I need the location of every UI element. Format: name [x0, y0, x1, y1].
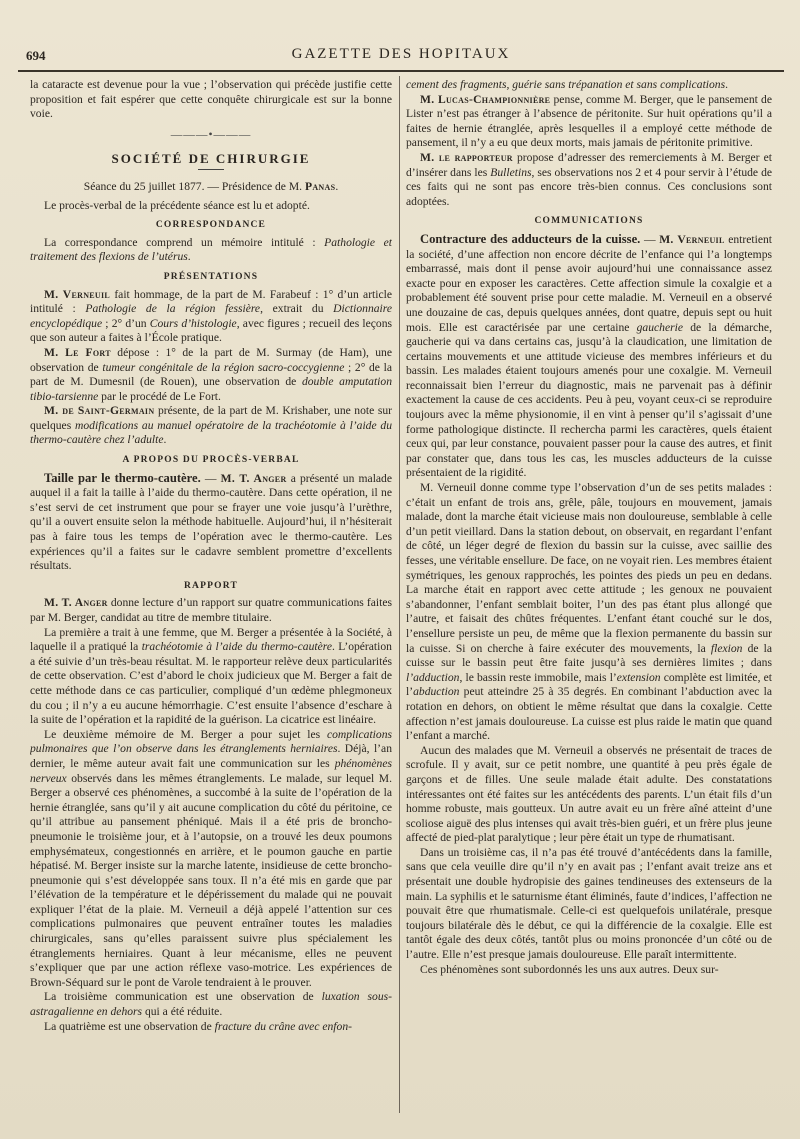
title-rule: [198, 169, 224, 170]
text: , avec figures ; recueil des leçons que son auteur a faites à l’École pratique.: [30, 316, 392, 345]
text: propose d’adresser des remerciements à M. Berger et d’insérer dans les: [406, 150, 772, 179]
intro-paragraph: la cataracte est devenue pour la vue ; l’observation qui précède justifie cette proposition et fait espérer que cette conquête chirurgicale est sur la bonne voie.: [30, 78, 392, 121]
text: .: [725, 78, 729, 91]
text: fait hommage, de la part de M. Farabeuf : 1° d’un article intitulé :: [30, 287, 392, 316]
emphasis: phénomènes nerveux: [30, 756, 392, 785]
text: qui a été réduite.: [142, 1005, 223, 1019]
text: . Déjà, l’an dernier, le même auteur avait fait une communication sur les: [30, 742, 392, 770]
presentation-saint-germain: [30, 404, 392, 448]
observation-paragraph: [406, 481, 772, 744]
heading-a-propos: A PROPOS DU PROCÈS-VERBAL: [122, 455, 300, 466]
rapporteur-paragraph: [406, 151, 772, 209]
heading-communications: COMMUNICATIONS: [534, 216, 644, 227]
presentation-le-fort: [30, 346, 392, 404]
rapport-intro: [30, 596, 392, 625]
page-number: 694: [26, 48, 46, 63]
text: .: [187, 250, 191, 264]
emphasis: trachéotomie à l’aide du thermo-cautère: [141, 640, 332, 654]
text: La première a trait à une femme, que M. Berger a présentée à la Société, à laquelle il a pratiqué la: [30, 625, 392, 654]
heading-presentations: PRÉSENTATIONS: [163, 271, 259, 282]
text: observés dans les mêmes étranglements. Le malade, sur lequel M. Berger a observé ces phénomènes, a succombé à la suite de l’opération de la hernie étranglée, sans qu’il y ait aucune complication du côté du péritoine, ce qu’il attribue au pansement phéniqué. Mais il a été pris de broncho-pneumonie le troisième jour, et à l’autopsie, on a trouvé les deux poumons emphysémateux, congestionnés en arrière, et le poumon gauche en partie hépatisé. M. Berger insiste sur la marche latente, insidieuse de cette broncho-pneumonie qui s’est développée sans toux. Il n’a été mis en garde que par l’élévation de la température et le dépérissement du malade qui ne pouvait expliquer l’état de la plaie. M. Verneuil a déjà appelé l’attention sur ces complications pulmonaires que peuvent entraîner toutes les maladies chirurgicales, sans qu’elles paraissent suivre plus spécialement les étranglements herniaires. Quant à leur mécanisme, elles ne peuvent s’expliquer que par une action réflexe vaso-motrice. Les expériences de Brown-Séquard sur le pont de Varole tendraient à le prouver.: [30, 771, 392, 989]
work-title: Dictionnaire encyclopédique: [30, 302, 392, 330]
proces-verbal: Le procès-verbal de la précédente séance est lu et adopté.: [44, 198, 310, 212]
rapport-quatrieme: [30, 1020, 392, 1035]
text: , extrait du: [260, 302, 334, 316]
society-title: SOCIÉTÉ DE CHIRURGIE: [111, 151, 311, 167]
rapport-troisieme: [30, 990, 392, 1019]
emphasis: complications pulmonaires que l’on observe dans les étranglements herniaires: [30, 727, 392, 756]
speaker-name: M. le rapporteur: [420, 150, 513, 164]
right-column: [406, 78, 772, 1115]
presentation-verneuil: [30, 288, 392, 346]
rapport-deuxieme: [30, 728, 392, 991]
work-title: Cours d’histologie: [149, 316, 237, 330]
emphasis: cement des fragments, guérie sans trépanation et sans complications: [406, 78, 726, 91]
speaker-name: M. T. Anger: [220, 471, 287, 485]
seance-text: Séance du 25 juillet 1877. — Présidence de M.: [83, 179, 305, 193]
left-column: [30, 78, 392, 1115]
rapport-premiere: [30, 626, 392, 728]
text: par le procédé de Le Fort.: [98, 389, 221, 403]
text: ; 2° d’un: [102, 316, 150, 330]
work-title: Pathologie de la région fessière: [85, 302, 261, 316]
last-paragraph: Ces phénomènes sont subordonnés les uns aux autres. Deux sur-: [420, 962, 719, 976]
seance-end: .: [335, 179, 339, 193]
memoir-title: Pathologie et traitement des flexions de l’utérus: [30, 235, 392, 264]
emphasis: fracture du crâne avec enfon-: [214, 1019, 352, 1033]
journal-title: GAZETTE DES HOPITAUX: [291, 46, 511, 62]
text: de la cuisse sur le bassin peut être faite jusqu’à ses dernières limites ; dans: [406, 641, 772, 670]
emphasis: gaucherie: [636, 320, 683, 334]
separator: ———•———: [170, 127, 252, 141]
heading-rapport: RAPPORT: [184, 580, 238, 591]
work-title: double amputation tibio-tarsienne: [30, 375, 392, 403]
text: M. Verneuil donne comme type l’observation d’un de ses petits malades : c’était un enfant de trois ans, grêle, pâle, toujours en mouvement, jamais malade, dont la marche était vicieuse mais non douloureuse, semblable à celle d’un petit vieillard. Dans la station debout, on observait, en regardant l’enfant de côté, un léger degré de flexion du bassin sur la cuisse, avec saillie des fesses, une véritable ensellure. De face, on ne voyait rien. Les membres étaient symétriques, les genoux rapprochés, les pointes des pieds un peu en dedans. La marche était en rapport avec cette attitude ; les genoux ne pouvaient s’abandonner, l’enfant semblait boiter, l’un des pas étant plus allongé que l’autre, et faisait des chûtes fréquentes. L’enfant étant couché sur le dos, l’ensellure persiste un peu, de même que la flexion permanente du bassin sur la cuisse. Si on cherche à faire exécuter des mouvements, la: [406, 481, 772, 655]
text: de la démarche, gaucherie qui va dans certains cas, jusqu’à la claudication, une limitation de certains mouvements et une attitude vicieuse des membres inférieurs et du bassin. Les malades étaient toujours amenés pour une coxalgie. M. Verneuil reconnaissait bien l’erreur du diagnostic, mais ne parvenait pas à définir exactement la cause de ces accidents. Peu à peu, voyant ceux-ci se reproduire toujours avec la même physionomie, il en vint à penser qu’il s’agissait d’une forme pathologique distincte. Il rechercha parmi les caractères, quels étaient ceux qui, par leur constance, pouvaient passer pour la cause des autres, et finit par constater que, dans tous les cas, les muscles adducteurs de la cuisse présentaient de la rigidité.: [406, 320, 772, 480]
speaker-name: M. Le Fort: [44, 345, 111, 359]
text: donne lecture d’un rapport sur quatre communications faites par M. Berger, candidat au titre de membre titulaire.: [30, 596, 392, 624]
emphasis: Bulletins: [490, 165, 532, 179]
text: , le bassin reste immobile, mais l’: [459, 670, 617, 684]
troisieme-cas-paragraph: Dans un troisième cas, il n’a pas été trouvé d’antécédents dans la famille, sans que cela veuille dire qu’il n’y en avait pas ; l’enfant avait treize ans et présentait une double hydropisie des gaines tendineuses des extenseurs de la main. La syphilis et le saturnisme étant éliminés, faute d’indices, l’affection ne pouvait être que rhumatismale. Celle-ci est quelquefois unilatérale, presque toujours bilatérale dès le début, ce qui la différencie de la coxalgie. Elle est tantôt égale des deux côtés, tantôt plus ou moins prononcée d’un côté ou de l’autre. Elle n’est presque jamais douloureuse. Elle paraît intermittente.: [406, 845, 772, 962]
article-title: Contracture des adducteurs de la cuisse.: [420, 231, 641, 246]
work-title: modifications au manuel opératoire de la trachéotomie à l’aide du thermo-cautère chez l’adulte: [30, 418, 392, 447]
continuation-paragraph: [406, 78, 772, 93]
article-title: Taille par le thermo-cautère.: [44, 470, 201, 485]
text: ; 2° de la part de M. Dumesnil (de Rouen), une observation de: [30, 360, 392, 389]
emphasis: luxation sous-astragalienne en dehors: [30, 990, 392, 1019]
seance-line: [30, 180, 392, 195]
taille-paragraph: Taille par le thermo-cautère. — M. T. Anger a présenté un malade auquel il a fait la taille à l’aide du thermo-cautère. Dans cette opération, il ne s’est servi de cet instrument que pour se frayer une voie jusqu’à l’urèthre, qu’il a ouvert ensuite selon la méthode habituelle. Aujourd’hui, il n’hésiterait pas à faire tous les temps de l’opération avec le thermo-cautère. Les expériences qu’il a faites sur le cadavre semblent promettre d’excellents résultats.: [30, 470, 392, 573]
text: La correspondance comprend un mémoire intitulé :: [44, 235, 325, 249]
emphasis: abduction: [413, 685, 460, 699]
lucas-championniere-paragraph: [406, 93, 772, 151]
speaker-name: M. Verneuil: [659, 232, 725, 246]
text: a présenté un malade auquel il a fait la taille à l’aide du thermo-cautère. Dans cette opération, il ne s’est servi de cet instrument que pour se frayer une voie jusqu’à l’urèthre, qu’il a ouvert ensuite selon la méthode habituelle. Aujourd’hui, il n’hésiterait pas à faire tous les temps de l’opération avec le thermo-cautère. Les expériences qu’il a faites sur le cadavre semblent promettre d’excellents résultats.: [30, 471, 392, 573]
contracture-paragraph: Contracture des adducteurs de la cuisse. — M. Verneuil entretient la société, d’une affection non encore décrite de l’enfance qui l’a longtemps embarrassé, mais dont il pense avoir aujourd’hui une connaissance assez exacte pour en exposer les caractères. Cette affection simule la coxalgie et a probablement été souvent prise pour cette maladie. M. Verneuil en a observé une douzaine de cas, depuis quelques années, dont quatre, depuis sept ou huit mois. Elle est caractérisée par une certaine gaucherie de la démarche, gaucherie qui va dans certains cas, jusqu’à la claudication, une limitation de certains mouvements et une attitude vicieuse des membres inférieurs et du bassin. Les malades étaient toujours amenés pour une coxalgie. M. Verneuil reconnaissait bien l’erreur du diagnostic, mais ne parvenait pas à définir exactement la cause de ces accidents. Peu à peu, voyant ceux-ci se reproduire toujours avec la même physionomie, il en vint à penser qu’il s’agissait d’une forme pathologique distincte. Il rechercha parmi les caractères, quels étaient ceux qui, par leur constance, pouvaient passer pour la cause des autres, et finit par constater que, dans tous les cas, les muscles adducteurs de la cuisse présentaient de la rigidité.: [406, 231, 772, 480]
speaker-name: M. Verneuil: [44, 287, 111, 301]
speaker-name: M. Lucas-Championnière: [420, 92, 551, 106]
text: présente, de la part de M. Krishaber, une note sur quelques: [30, 404, 392, 432]
speaker-name: M. T. Anger: [44, 596, 108, 610]
speaker-name: M. de Saint-Germain: [44, 404, 155, 418]
work-title: tumeur congénitale de la région sacro-coccygienne: [102, 360, 345, 374]
president-name: Panas: [304, 179, 336, 193]
text: peut atteindre 25 à 35 degrés. En combinant l’abduction avec la rotation en dehors, on obtient le même résultat que dans la coxalgie. Cette affection n’est jamais douloureuse. La cuisse est plus raide le matin que quand l’enfant a marché.: [406, 685, 772, 743]
text: dépose : 1° de la part de M. Surmay (de Ham), une observation de: [30, 345, 392, 374]
text: .: [163, 433, 167, 447]
page-header: [18, 40, 784, 72]
emphasis: extension: [616, 670, 661, 684]
emphasis: l’adduction: [406, 670, 460, 684]
correspondance-paragraph: [30, 236, 392, 265]
text: pense, comme M. Berger, que le pansement de Lister n’est pas étranger à l’absence de péritonite. Sur huit opérations qu’il a faites de hernie étranglée, après lesquelles il a employé cette méthode de pansement, il n’y a eu que deux morts, mais jamais de péritonite primitive.: [406, 92, 772, 150]
text: Le deuxième mémoire de M. Berger a pour sujet les: [44, 727, 327, 741]
text: , ses observations nos 2 et 4 pour servir à l’étude de ces faits qui ne sont pas encore très-bien connus. Ces conclusions sont adoptées.: [406, 165, 772, 208]
column-divider: [399, 76, 400, 1113]
heading-correspondance: CORRESPONDANCE: [155, 220, 267, 231]
text: complète est limitée, et l’: [406, 670, 772, 699]
text: La troisième communication est une observation de: [44, 990, 322, 1004]
text: entretient la société, d’une affection non encore décrite de l’enfance qui l’a longtemps embarrassé, mais dont il pense avoir aujourd’hui une connaissance assez exacte pour en exposer les caractères. Cette affection simule la coxalgie et a probablement été souvent prise pour cette maladie. M. Verneuil en a observé une douzaine de cas, depuis quelques années, dont quatre, depuis sept ou huit mois. Elle est caractérisée par une certaine: [406, 232, 772, 334]
text: . L’opération a été suivie d’un très-beau résultat. M. le rapporteur relève deux particularités de cette observation. C’est d’abord le choix judicieux que M. Berger a fait de cette méthode dans ce cas particulier, compliqué d’un œdème phlegmoneux du cou ; il n’y a eu aucune hémorrhagie. C’est ensuite l’absence d’eschare à la suite de l’opération et la rapidité de la guérison. La cicatrice est linéaire.: [30, 640, 392, 727]
text: La quatrième est une observation de: [44, 1019, 215, 1033]
emphasis: flexion: [710, 641, 743, 655]
scrofule-paragraph: Aucun des malades que M. Verneuil a observés ne présentait de traces de scrofule. Il y avait, sur ce petit nombre, une quantité à peu près égale de garçons et de filles. Une seule malade était adulte. Des constatations intéressantes ont été faites sur les antécédents des parents. L’un était fils d’un homme robuste, mais goutteux. Un autre avait eu un frère aîné atteint d’une scoliose aiguë des plus intenses qui avait très-bien guéri, et un frère plus jeune affecté de pied-plat paralytique ; leur père était un type de rhumatisant.: [406, 743, 772, 845]
